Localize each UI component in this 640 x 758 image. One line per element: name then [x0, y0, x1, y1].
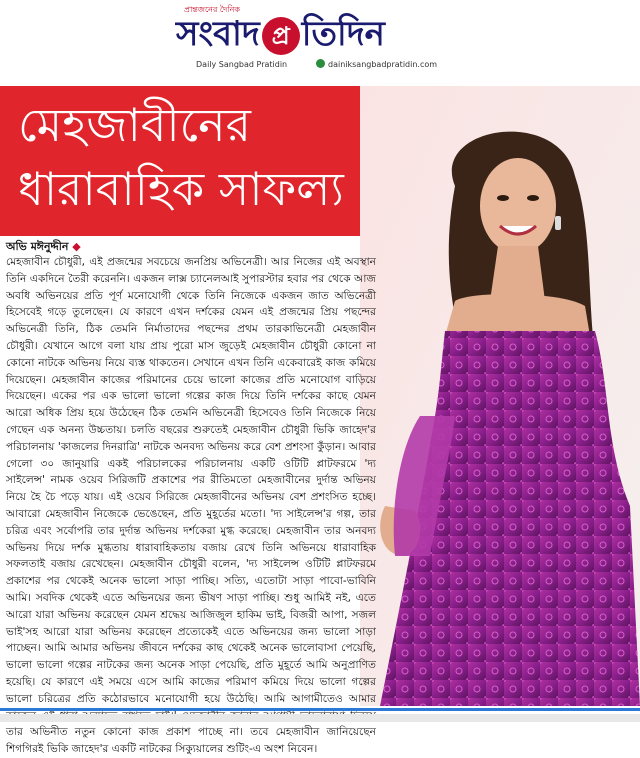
headline-line-1: মেহজাবীনের	[18, 98, 251, 152]
globe-icon	[316, 59, 325, 68]
bullet-icon: ◆	[72, 240, 81, 253]
bottom-strip	[0, 714, 640, 722]
logo-text-left: সংবাদ	[176, 14, 260, 54]
actress-photo	[360, 86, 640, 706]
bottom-divider	[0, 708, 640, 711]
article-body: মেহজাবীন চৌধুরী, এই প্রজন্মের সবচেয়ে জনপ্রিয় অভিনেত্রী। আর নিজের এই অবস্থান তিনি একদিনে তৈরী করেননি। একজন লাক্স চ্যানেলআই সুপারস্টার হবার পর থেকে আজ অবধি অভিনয়ের প্রতি পূর্ণ মনোযোগী থেকে তিনি নিজেকে একজন জাত অভিনেত্রী হিসেবেই গড়ে তুলেছেন। যে কারণে এখন দর্শকের যেমন এই প্রজন্মের প্রিয় পছন্দের অভিনেত্রী তিনি, ঠিক তেমনি নির্মাতাদের পছন্দের প্রথম তারকাভিনেত্রী মেহজাবীন চৌধুরী। যেখানে আগে বলা যায় প্রায় পুরো মাস জুড়েই মেহজাবীন চৌধুরী কোনো না কোনো নাটকে অভিনয় নিয়ে ব্যস্ত থাকতেন। সেখানে এখন তিনি একেবারেই কাজ কমিয়ে দিয়েছেন। মেহজাবীন কাজের পরিমানের চেয়ে ভালো কাজের প্রতি মনোযোগ বাড়িয়ে দিয়েছেন। একের পর এক ভালো ভালো গল্পের কাজ দিয়ে তিনি দর্শকের কাছে যেমন আরো অধিক প্রিয় হয়ে উঠেছেন ঠিক তেমনি অভিনেত্রী হিসেবেও তিনি নিজেকে নিয়ে গেছেন এক অনন্য উচ্চতায়। চলতি বছরের শুরুতেই মেহজাবীন চৌধুরী ভিকি জাহেদ'র পরিচালনায় 'কাজলের দিনরাত্রি' নাটকে অনবদ্য অভিনয় করে বেশ প্রশংসা কুঁড়ান। আবার গেলো ৩০ জানুয়ারি একই পরিচালকের পরিচালনায় একটি ওটিটি প্লাটফরমে 'দ্য সাইলেন্স' নামক ওয়েব সিরিজটি প্রকাশের পর রীতিমতো মেহজাবীনের দুর্দান্ত অভিনয় নিয়ে হৈ চৈ পড়ে যায়। এই ওয়েব সিরিজে মেহজাবীনের অভিনয় বেশ প্রশংসিত হচ্ছে। আবারো মেহজাবীন নিজেকে ভেঙেছেন, প্রতি মুহূর্তের মতো। 'দ্য সাইলেন্স'র গল্প, তার চরিত্র এবং সর্বোপরি তার দুর্দান্ত অভিনয় দর্শকেরা মুগ্ধ করেছে। মেহজাবীন তার অনবদ্য অভিনয় দিয়ে দর্শক মুগ্ধতায় ধারাবাহিকতায় বজায় রেখে তিনি অভিনয়ে ধারাবাহিক সফলতাই বজায় রেখেছেন। মেহজাবীন চৌধুরী বলেন, 'দ্য সাইলেন্স ওটিটি প্লাটফরমে প্রকাশের পর থেকেই অনেক ভালো সাড়া পাচ্ছি। সত্যি, এতোটা সাড়া পাবো-ভাবিনি আমি। সবদিক থেকেই এতে অভিনয়ের জন্য ভীষণ সাড়া পাচ্ছি। শুধু আমিই নই, এতে আরো যারা অভিনয় করেছেন যেমন শ্রদ্ধেয় আজিজুল হাকিম ভাই, বিজরী আপা, সজল ভাই'সহ আরো যারা অভিনয় করেছেন প্রত্যেকেই এতে অভিনয়ের জন্য ভালো সাড়া পাচ্ছেন। আমি আমার অভিনয় জীবনে দর্শকের কাছ থেকেই অনেক ভালোবাসা পেয়েছি, ভালো ভালো গল্পের নাটকের জন্য অনেক সাড়া পেয়েছি, প্রতি মুহূর্তে আমি অনুপ্রাণিত হয়েছি। যে কারণে এই সময়ে এসে আমি কাজের পরিমাণ কমিয়ে দিয়ে ভালো গল্পের ভালো চরিত্রের প্রতি কঠোরভাবে মনোযোগী হয়ে উঠেছি। আমি আগামীতেও আমার তার অভিনীত নতুন কোনো কাজ প্রকাশ পাচ্ছে না। তবে মেহজাবীন জানিয়েছেন শিগগিরই ভিকি জাহেদ'র একটি নাটকের সিক্যুয়ালের শুটিং-এ অংশ নিবেন।	[6, 256, 376, 756]
english-name: Daily Sangbad Pratidin	[196, 60, 288, 69]
masthead-tagline: প্রান্তজনের দৈনিক	[184, 5, 240, 14]
logo-text-right: তিদিন	[301, 14, 385, 54]
masthead	[0, 0, 640, 80]
headline-line-2: ধারাবাহিক সাফল্য	[18, 162, 344, 216]
author-name: অভি মঈনুদ্দীন	[6, 240, 69, 253]
newspaper-logo	[176, 10, 476, 58]
article	[6, 238, 376, 756]
website-text: dainiksangbadpratidin.com	[328, 60, 438, 69]
logo-mark: প্র	[262, 17, 300, 55]
